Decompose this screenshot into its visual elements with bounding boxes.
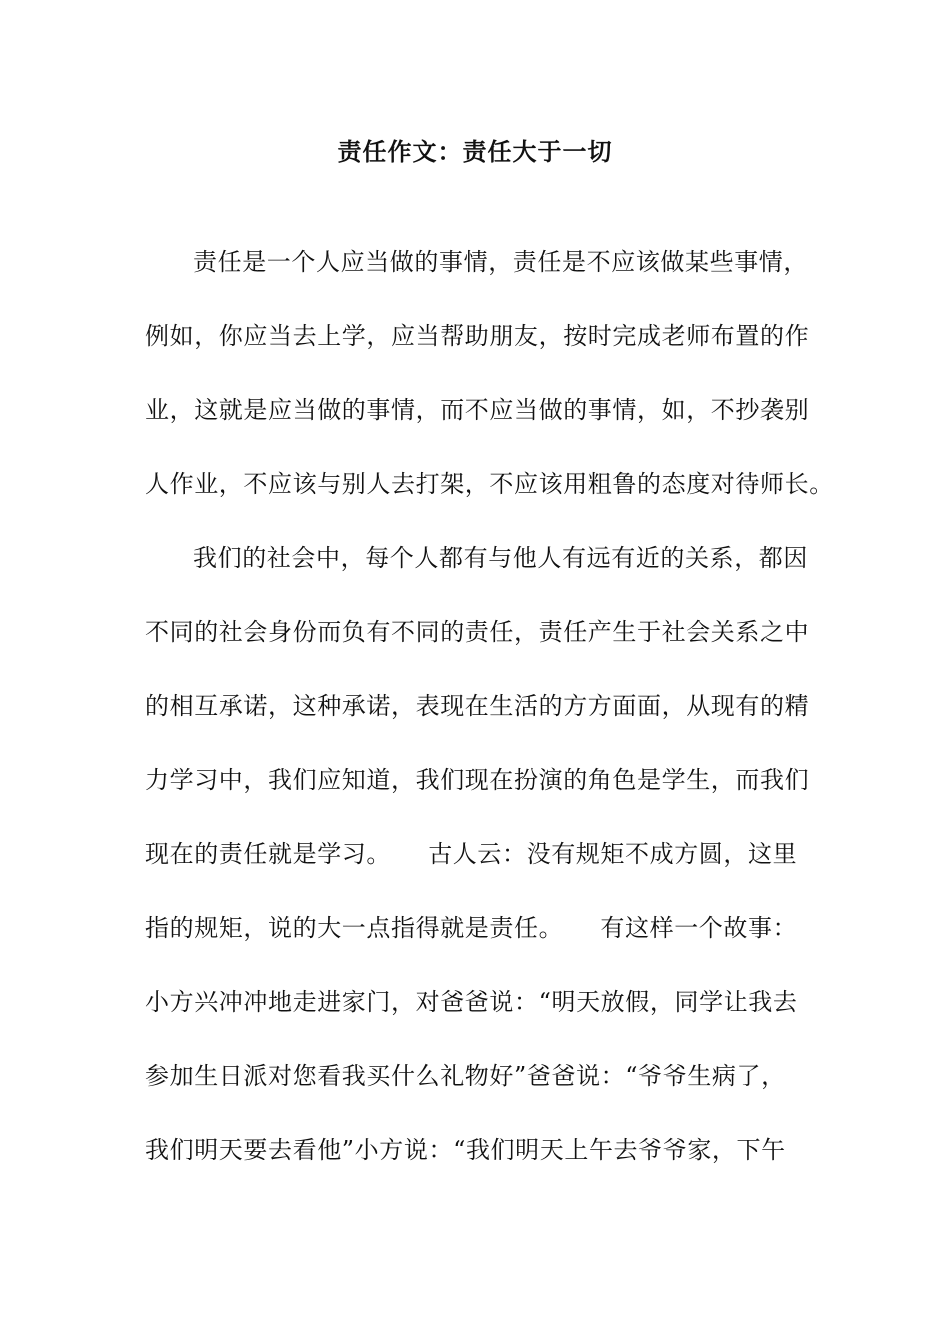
paragraph-line: 我们的社会中，每个人都有与他人有远有近的关系，都因 <box>193 544 808 572</box>
paragraph-line: 现在的责任就是学习。 古人云：没有规矩不成方圆，这里 <box>145 840 798 868</box>
paragraph-line: 业，这就是应当做的事情，而不应当做的事情，如，不抄袭别 <box>145 396 810 424</box>
paragraph-line: 的相互承诺，这种承诺，表现在生活的方方面面，从现有的精 <box>145 692 810 720</box>
document-title: 责任作文：责任大于一切 <box>337 137 613 166</box>
paragraph-line: 参加生日派对您看我买什么礼物好”爸爸说：“爷爷生病了， <box>145 1062 786 1090</box>
paragraph-line: 人作业，不应该与别人去打架，不应该用粗鲁的态度对待师长。 <box>145 470 834 498</box>
paragraph-line: 例如，你应当去上学，应当帮助朋友，按时完成老师布置的作 <box>145 322 810 350</box>
paragraph-line: 指的规矩，说的大一点指得就是责任。 有这样一个故事： <box>145 914 798 942</box>
paragraph-line: 小方兴冲冲地走进家门，对爸爸说：“明天放假，同学让我去 <box>145 988 798 1016</box>
paragraph-line: 不同的社会身份而负有不同的责任，责任产生于社会关系之中 <box>145 618 810 646</box>
paragraph-line: 力学习中，我们应知道，我们现在扮演的角色是学生，而我们 <box>145 766 810 794</box>
paragraph-line: 责任是一个人应当做的事情，责任是不应该做某些事情， <box>193 248 808 276</box>
paragraph-line: 我们明天要去看他”小方说：“我们明天上午去爷爷家，下午 <box>145 1136 786 1164</box>
